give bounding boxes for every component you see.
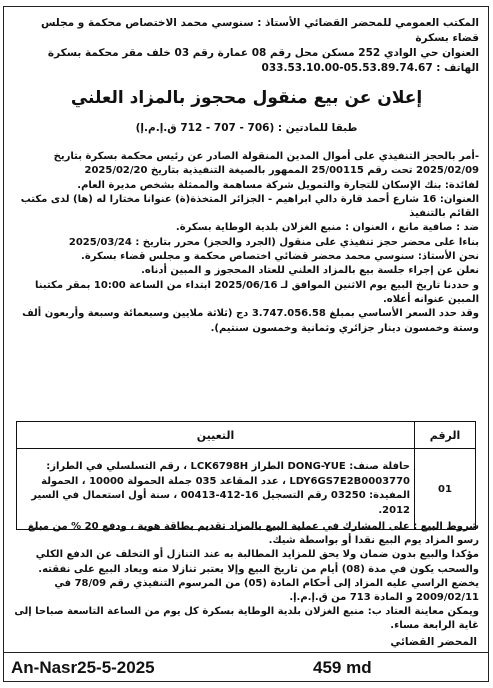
announcement-body xyxy=(14,150,479,336)
base-price-paragraph: وقد حدد السعر الأساسي بمبلغ 3.747.056.58 دج (ثلاثة ملايين وسبعمائة وسبعة وأربعون ألف وستة وخمسون دينار جزائري وثمانية وخمسون سنتيم). xyxy=(22,308,479,334)
bailiff-signature: المحضر القضائي xyxy=(390,636,477,648)
office-address-line: العنوان حي الوادي 252 مسكن محل رقم 08 عمارة رقم 03 خلف مقر محكمة بسكرة xyxy=(47,47,479,59)
table-row xyxy=(17,449,476,530)
office-jurisdiction-line: قضاء بسكرة xyxy=(415,32,479,44)
beneficiary-address-paragraph: العنوان: 16 شارع أحمد قارة دالي ابراهيم - الجزائر المتخذة(ة) عنوانا مختارا له (ها) لدى مكتب القائم بالتنفيذ xyxy=(20,193,479,220)
legal-reference-subtitle: طبقا للمادتين : (706 - 707 - 712 ق.إ.م.إ) xyxy=(135,122,358,134)
office-header xyxy=(14,16,479,76)
column-header-description: التعيين xyxy=(17,422,415,449)
no-guarantee-paragraph: مؤكدا والبيع بدون ضمان ولا يحق للمزايد المطالبة به عند التنازل أو التخلف عن الدفع الكلي والسحب يكون في مدة (08) أيام من تاريخ البيع وإلا يعتبر تنازلا منه ويعاد البيع على نفقته. xyxy=(35,549,479,575)
table-header-row xyxy=(17,422,476,449)
phone-numbers: 033.53.10.00-05.53.89.74.67 xyxy=(261,62,433,74)
office-phone-line xyxy=(14,61,479,76)
sale-conditions-paragraph: شروط البيع : على المشارك في عملية البيع بالمزاد تقديم بطاقة هوية ، ودفع 20 % من مبلغ رسو المزاد يوم البيع نقدا أو بواسطة شيك. xyxy=(27,521,479,547)
item-number-cell: 01 xyxy=(415,449,476,530)
beneficiary-paragraph: لفائدة: بنك الإسكان للتجارة والتمويل شركة مساهمة والممثلة بشخص مديرة العام. xyxy=(77,179,479,191)
debtor-paragraph: ضد : صافية مانع ، العنوان : منبع الغزلان بلدية الوطاية بسكرة. xyxy=(175,222,479,234)
bailiff-paragraph: نحن الأستاذ: سنوسي محمد محضر قضائي اختصاص محكمة و مجلس قضاء بسكرة. xyxy=(81,251,479,263)
auction-notice-paragraph: نعلن عن إجراء جلسة بيع بالمزاد العلني للعتاد المحجوز و المبين أدناه. xyxy=(141,265,479,277)
item-description-cell: حافلة صنف: DONG-YUE الطراز LCK6798H ، رقم التسلسلي في الطراز: LDY6GS7E2B0003770 ، عدد المقاعد 035 جملة الحمولة 10000 ، الحمولة المفيدة: 03250 رقم التسجيل 16-412-00413 ، سنة أول استعمال في السير 2012. xyxy=(17,449,415,530)
seizure-order-paragraph: -أمر بالحجز التنفيذي على أموال المدين المنقولة الصادر عن رئيس محكمة بسكرة بتاريخ 2025/02/09 تحت رقم 25/00115 الممهور بالصيغة التنفيذية بتاريخ 2025/02/20 xyxy=(53,151,479,177)
ad-number: 459 md xyxy=(313,658,372,677)
seizure-report-paragraph: بناءا على محضر حجز تنفيذي على منقول (الجرد والحجز) محرر بتاريخ : 2025/03/24 xyxy=(68,236,479,248)
auction-date-paragraph: و حددنا تاريخ البيع يوم الاثنين الموافق لـ 2025/06/16 ابتداء من الساعة 10:00 بمقر مكتبنا المبين عنوانه أعلاه. xyxy=(35,279,479,305)
inspection-paragraph: ويمكن معاينة العتاد ب: منبع الغزلان بلدية الوطاية بسكرة كل يوم من الساعة التاسعة صباحا إلى غاية الرابعة مساء. xyxy=(14,606,479,632)
announcement-title: إعلان عن بيع منقول محجوز بالمزاد العلني xyxy=(70,88,423,108)
column-header-number: الرقم xyxy=(415,422,476,449)
publication-footer xyxy=(3,652,489,682)
phone-label: الهاتف : xyxy=(436,62,479,74)
legal-provisions-paragraph: يخضع الراسي عليه المزاد إلى أحكام المادة (05) من المرسوم التنفيذي رقم 78/09 في 2009/02/11 و المادة 713 من ق.إ.م.إ. xyxy=(54,577,479,604)
publication-reference: An-Nasr25-5-2025 xyxy=(11,658,155,677)
seized-items-table xyxy=(16,421,476,530)
sale-conditions xyxy=(14,520,479,634)
office-name-line: المكتب العمومي للمحضر القضائي الأستاذ : سنوسي محمد الاختصاص محكمة و مجلس xyxy=(40,17,479,29)
